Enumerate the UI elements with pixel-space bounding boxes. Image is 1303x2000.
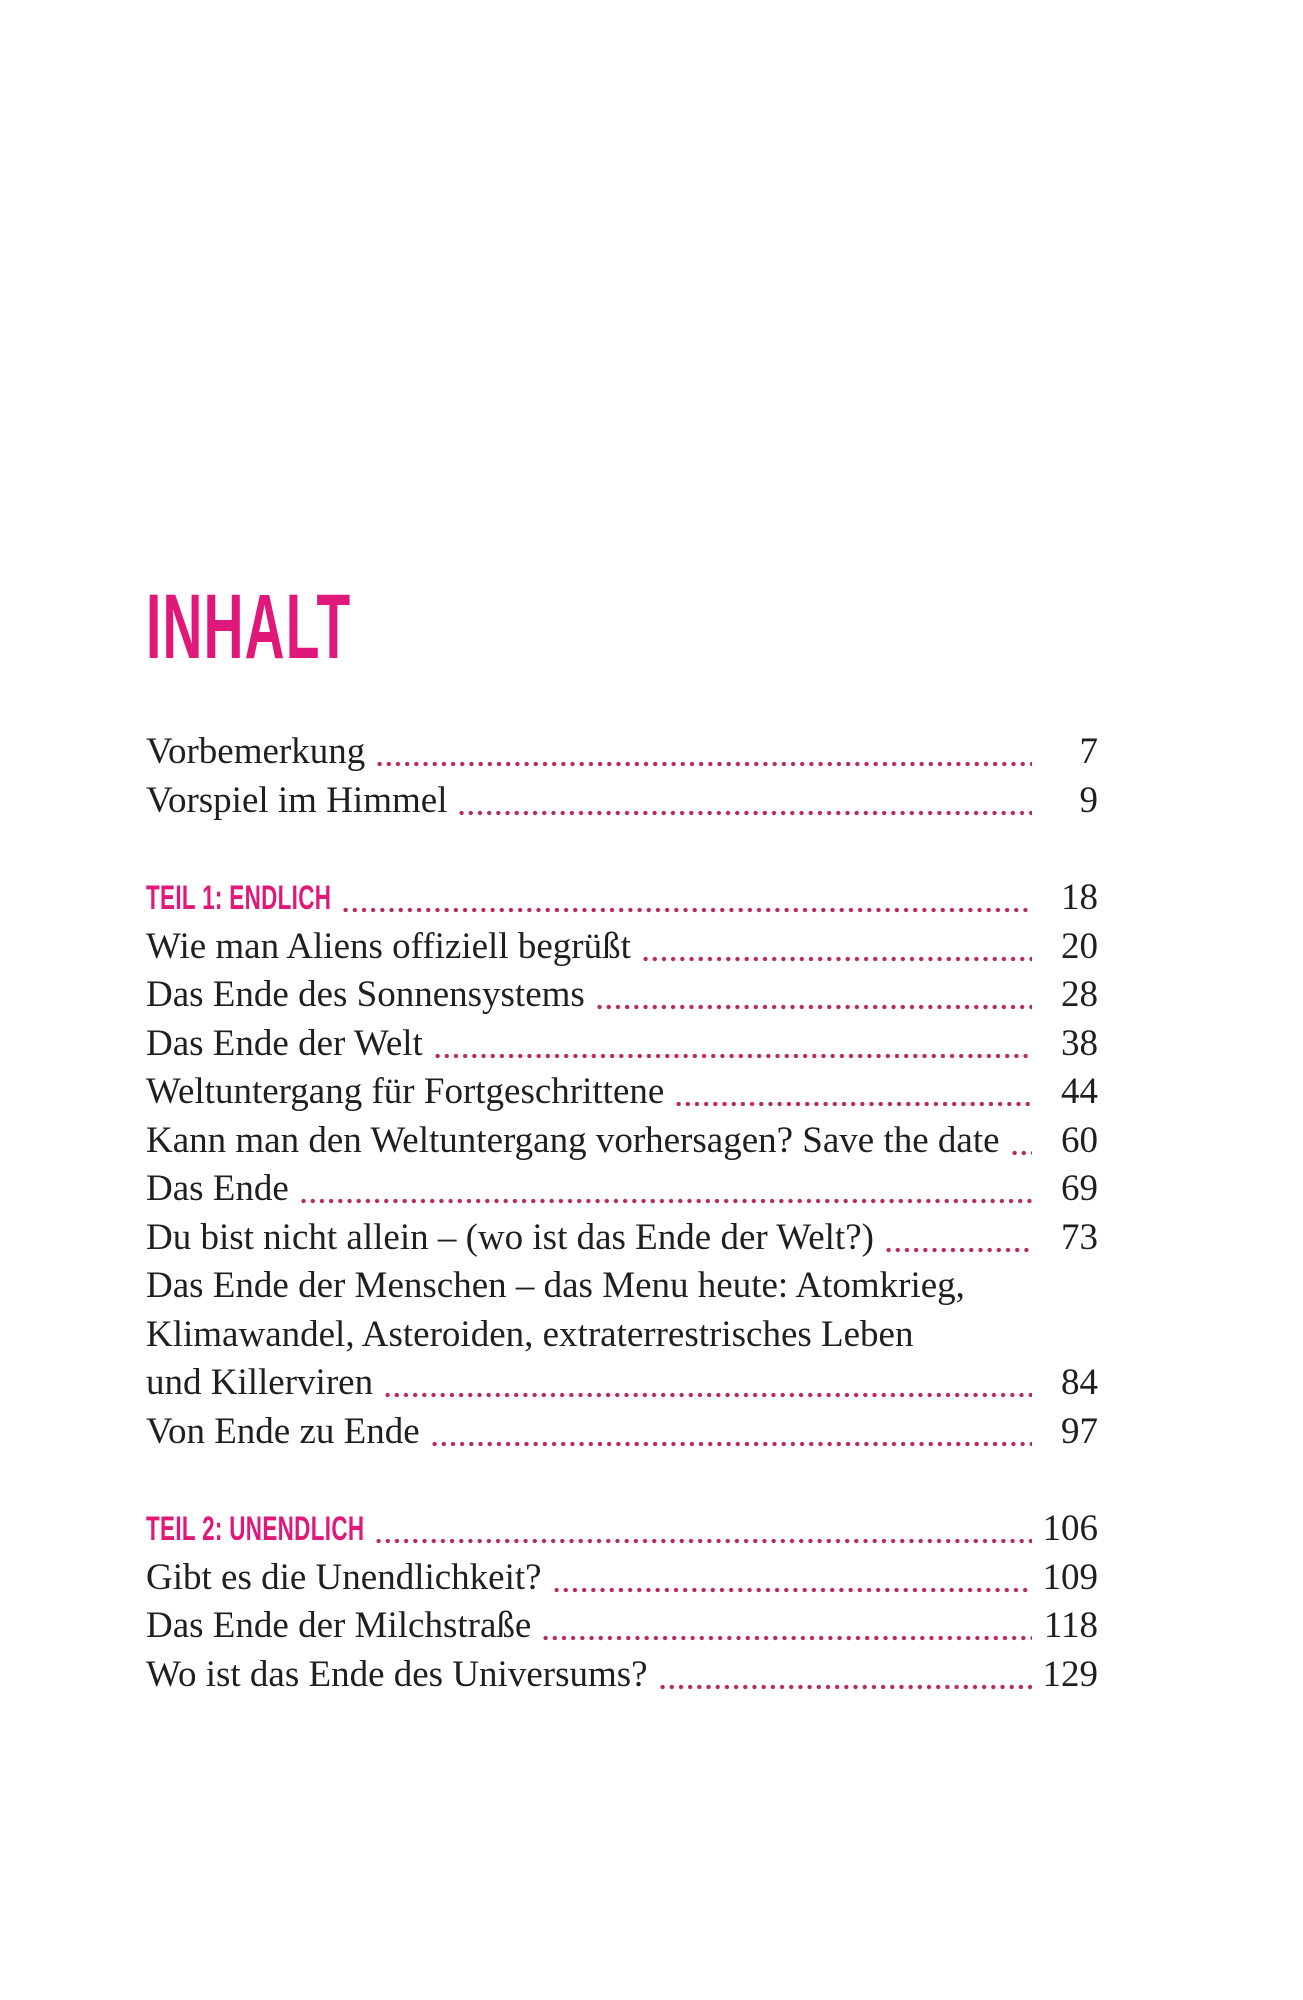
entry-title: Das Ende der Menschen – das Menu heute: Atomkrieg, <box>146 1265 965 1306</box>
toc-row <box>146 1651 1098 1700</box>
toc-section-row <box>146 1505 1098 1554</box>
dotted-leader <box>658 1651 1032 1700</box>
page-number: 28 <box>1061 974 1098 1015</box>
dotted-leader <box>341 874 1032 923</box>
dotted-leader <box>457 777 1032 826</box>
page-number: 60 <box>1061 1119 1098 1161</box>
toc-row <box>146 1554 1098 1603</box>
toc-row <box>146 1262 1098 1311</box>
entry-title: Das Ende des Sonnensystems <box>146 974 585 1015</box>
dotted-leader <box>674 1068 1032 1117</box>
entry-title: Klimawandel, Asteroiden, extraterrestrisches Leben <box>146 1313 914 1355</box>
dotted-leader <box>383 1359 1032 1408</box>
entry-title: Vorspiel im Himmel <box>146 779 448 821</box>
entry-title: Das Ende der Milchstraße <box>146 1605 532 1646</box>
entry-title: Du bist nicht allein – (wo ist das Ende der Welt?) <box>146 1216 874 1258</box>
page-number: 129 <box>1042 1653 1098 1695</box>
page-number: 18 <box>1061 877 1098 918</box>
page-number: 97 <box>1061 1410 1098 1452</box>
page-number: 9 <box>1079 779 1098 821</box>
dotted-leader <box>433 1020 1032 1069</box>
toc-row <box>146 1020 1098 1069</box>
dotted-leader <box>884 1214 1032 1263</box>
entry-title: Das Ende der Welt <box>146 1022 423 1064</box>
toc-section-row <box>146 874 1098 923</box>
page-number: 20 <box>1061 925 1098 967</box>
entry-title: Wie man Aliens offiziell begrüßt <box>146 925 631 967</box>
toc-row <box>146 777 1098 826</box>
toc-row <box>146 1602 1098 1651</box>
entry-title: Von Ende zu Ende <box>146 1410 420 1452</box>
page-number: 38 <box>1061 1022 1098 1064</box>
page-number: 7 <box>1079 731 1098 772</box>
toc-row <box>146 1214 1098 1263</box>
toc-row <box>146 1068 1098 1117</box>
page-number: 69 <box>1061 1168 1098 1209</box>
page-title: INHALT <box>146 576 352 678</box>
table-of-contents <box>146 728 1098 1699</box>
toc-content <box>146 576 1098 1699</box>
dotted-leader <box>641 923 1032 972</box>
dotted-leader <box>374 1505 1032 1554</box>
page-number: 118 <box>1043 1605 1098 1646</box>
dotted-leader <box>552 1554 1032 1603</box>
toc-row <box>146 971 1098 1020</box>
entry-title: und Killerviren <box>146 1362 374 1403</box>
dotted-leader <box>299 1165 1032 1214</box>
dotted-leader <box>1010 1117 1032 1166</box>
page-number: 109 <box>1042 1556 1098 1598</box>
page-number: 84 <box>1061 1362 1098 1403</box>
toc-row <box>146 923 1098 972</box>
entry-title: Weltuntergang für Fortgeschrittene <box>146 1071 665 1112</box>
dotted-leader <box>430 1408 1032 1457</box>
entry-title: Das Ende <box>146 1168 289 1209</box>
section-heading: TEIL 2: UNENDLICH <box>146 1510 365 1548</box>
toc-row <box>146 1117 1098 1166</box>
entry-title: Wo ist das Ende des Universums? <box>146 1653 648 1695</box>
toc-row <box>146 1311 1098 1360</box>
page-number: 106 <box>1042 1508 1098 1549</box>
entry-title: Kann man den Weltuntergang vorhersagen? Save the date <box>146 1119 1000 1161</box>
toc-row <box>146 1165 1098 1214</box>
dotted-leader <box>595 971 1032 1020</box>
entry-title: Gibt es die Unendlichkeit? <box>146 1556 542 1598</box>
dotted-leader <box>375 728 1032 777</box>
section-heading: TEIL 1: ENDLICH <box>146 879 332 917</box>
toc-row <box>146 1408 1098 1457</box>
dotted-leader <box>541 1602 1032 1651</box>
page-number: 44 <box>1061 1071 1098 1112</box>
toc-row <box>146 728 1098 777</box>
toc-row <box>146 1359 1098 1408</box>
entry-title: Vorbemerkung <box>146 731 366 772</box>
page-number: 73 <box>1061 1216 1098 1258</box>
